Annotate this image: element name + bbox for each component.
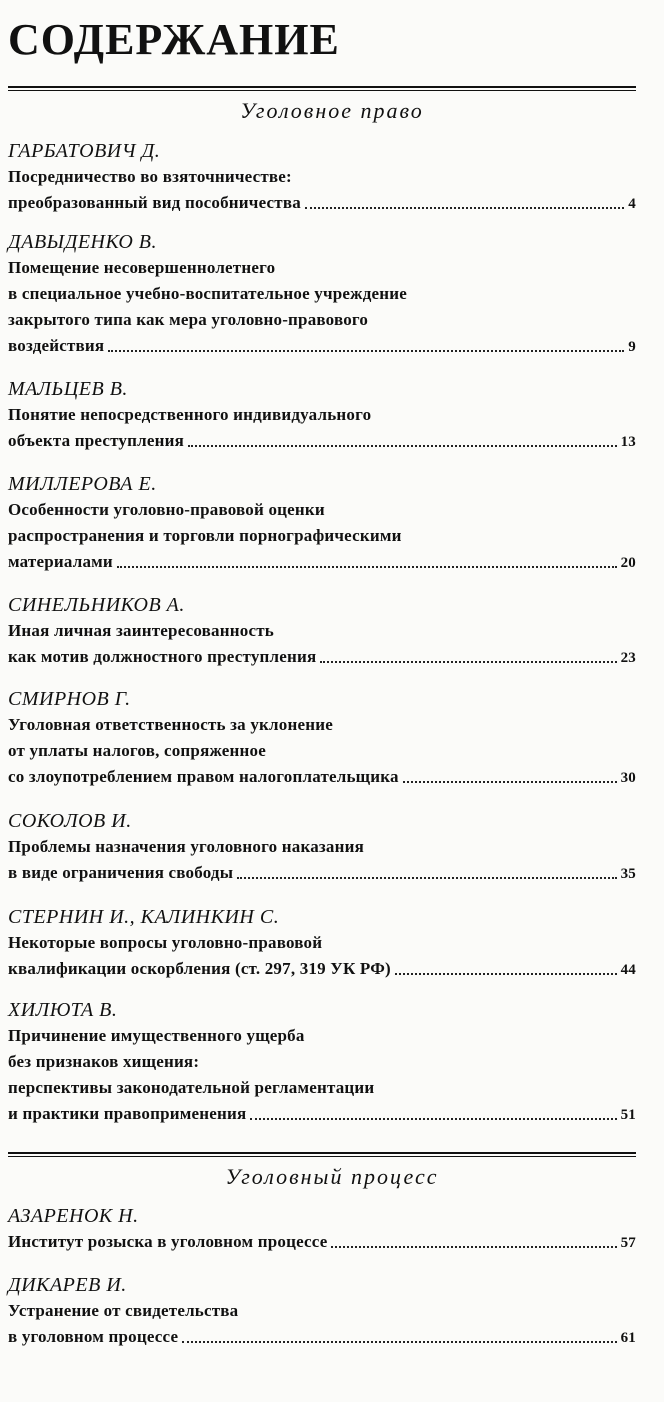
entry-author: СТЕРНИН И., КАЛИНКИН С. <box>8 906 280 928</box>
entry-title-line: Иная личная заинтересованность <box>8 621 274 640</box>
page-number: 4 <box>628 196 636 212</box>
entry-title-line-last <box>8 190 636 216</box>
page-number: 13 <box>620 434 636 450</box>
entry-title-line-last <box>8 764 636 790</box>
entry-title-line: объекта преступления <box>8 431 184 450</box>
entry-author: АЗАРЕНОК Н. <box>8 1205 139 1227</box>
entry-title-line: Некоторые вопросы уголовно-правовой <box>8 933 323 952</box>
toc-entry[interactable] <box>8 808 636 886</box>
page-number: 9 <box>628 339 636 355</box>
entry-title-line: Проблемы назначения уголовного наказания <box>8 837 365 856</box>
entry-title-line-last <box>8 860 636 886</box>
leader-dots <box>117 566 617 568</box>
entry-title-line: от уплаты налогов, сопряженное <box>8 741 266 760</box>
page-number: 20 <box>620 555 636 571</box>
leader-dots <box>250 1118 616 1120</box>
entry-title-line: Посредничество во взяточничестве: <box>8 167 292 186</box>
entry-title-line: Особенности уголовно-правовой оценки <box>8 500 325 519</box>
toc-entry[interactable] <box>8 229 636 359</box>
entry-title-line-last <box>8 549 636 575</box>
entry-title-line-last <box>8 428 636 454</box>
leader-dots <box>237 877 616 879</box>
entry-title-line: закрытого типа как мера уголовно-правового <box>8 310 369 329</box>
entry-title-line: со злоупотреблением правом налогоплательщика <box>8 767 399 786</box>
entry-title-line: Устранение от свидетельства <box>8 1301 239 1320</box>
entry-author: СИНЕЛЬНИКОВ А. <box>8 594 185 616</box>
toc-entry[interactable] <box>8 686 636 790</box>
entry-title-line: и практики правоприменения <box>8 1104 247 1123</box>
section-title-criminal-procedure: Уголовный процесс <box>225 1164 439 1189</box>
entry-title-line: Институт розыска в уголовном процессе <box>8 1232 328 1251</box>
section-title-criminal-law: Уголовное право <box>240 98 424 123</box>
entry-title-line: без признаков хищения: <box>8 1052 200 1071</box>
page-number: 57 <box>620 1235 636 1251</box>
section-divider <box>8 86 636 91</box>
entry-title-line-last <box>8 644 636 670</box>
entry-title-line: Уголовная ответственность за уклонение <box>8 715 333 734</box>
entry-author: СМИРНОВ Г. <box>8 688 131 710</box>
entry-author: МИЛЛЕРОВА Е. <box>8 473 157 495</box>
entry-author: ДИКАРЕВ И. <box>8 1274 127 1296</box>
leader-dots <box>108 350 624 352</box>
toc-entry[interactable] <box>8 1272 636 1350</box>
toc-entry[interactable] <box>8 1203 636 1255</box>
page-number: 61 <box>620 1330 636 1346</box>
entry-title-line: воздействия <box>8 336 105 355</box>
entry-title-line: квалификации оскорбления (ст. 297, 319 УК РФ) <box>8 959 391 978</box>
section-divider <box>8 1152 636 1157</box>
leader-dots <box>320 661 616 663</box>
leader-dots <box>331 1246 616 1248</box>
entry-author: СОКОЛОВ И. <box>8 810 132 832</box>
toc-entry[interactable] <box>8 376 636 454</box>
entry-title-line-last <box>8 1101 636 1127</box>
page-number: 44 <box>620 962 636 978</box>
entry-title-line: Помещение несовершеннолетнего <box>8 258 276 277</box>
leader-dots <box>188 445 617 447</box>
toc-entry[interactable] <box>8 471 636 575</box>
entry-title-line: материалами <box>8 552 113 571</box>
leader-dots <box>403 781 617 783</box>
entry-title-line-last <box>8 1324 636 1350</box>
entry-author: ХИЛЮТА В. <box>8 999 118 1021</box>
page-number: 51 <box>620 1107 636 1123</box>
toc-entry[interactable] <box>8 997 636 1127</box>
entry-author: МАЛЬЦЕВ В. <box>8 378 128 400</box>
entry-title-line: в специальное учебно-воспитательное учреждение <box>8 284 407 303</box>
entry-title-line: как мотив должностного преступления <box>8 647 317 666</box>
page-number: 30 <box>620 770 636 786</box>
page-number: 23 <box>620 650 636 666</box>
entry-author: ГАРБАТОВИЧ Д. <box>8 140 161 162</box>
entry-title-line: преобразованный вид пособничества <box>8 193 301 212</box>
page-number: 35 <box>620 866 636 882</box>
entry-author: ДАВЫДЕНКО В. <box>8 231 157 253</box>
entry-title-line: в виде ограничения свободы <box>8 863 234 882</box>
entry-title-line-last <box>8 1229 636 1255</box>
leader-dots <box>395 973 617 975</box>
entry-title-line-last <box>8 333 636 359</box>
leader-dots <box>182 1341 616 1343</box>
entry-title-line: в уголовном процессе <box>8 1327 179 1346</box>
toc-entry[interactable] <box>8 592 636 670</box>
entry-title-line: Понятие непосредственного индивидуального <box>8 405 372 424</box>
entry-title-line: перспективы законодательной регламентации <box>8 1078 375 1097</box>
page-title: СОДЕРЖАНИЕ <box>8 15 340 64</box>
entry-title-line-last <box>8 956 636 982</box>
toc-entry[interactable] <box>8 138 636 216</box>
entry-title-line: Причинение имущественного ущерба <box>8 1026 305 1045</box>
leader-dots <box>305 207 624 209</box>
toc-entry[interactable] <box>8 904 636 982</box>
entry-title-line: распространения и торговли порнографическими <box>8 526 402 545</box>
